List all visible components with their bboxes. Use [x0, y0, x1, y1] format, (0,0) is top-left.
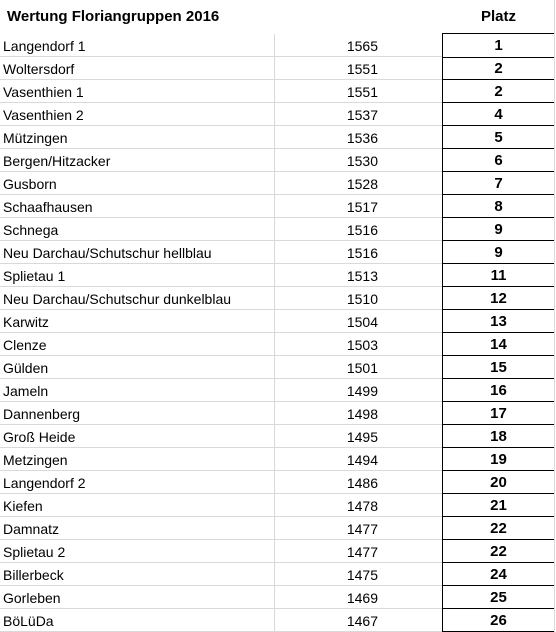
rank-value: 5 [494, 129, 503, 146]
rank-value: 17 [490, 405, 507, 422]
rank-value: 11 [490, 267, 507, 284]
rank-cell[interactable] [442, 126, 555, 149]
points-value: 1528 [346, 176, 378, 192]
points-cell[interactable] [275, 80, 442, 103]
points-value: 1530 [346, 153, 378, 169]
points-value: 1536 [346, 130, 378, 146]
points-value: 1516 [346, 245, 378, 261]
points-cell[interactable] [275, 517, 442, 540]
team-name-cell[interactable] [0, 356, 275, 379]
team-name-cell[interactable] [0, 195, 275, 218]
table-row [0, 356, 556, 379]
rank-cell[interactable] [442, 149, 555, 172]
rank-cell[interactable] [442, 333, 555, 356]
team-name: Vasenthien 2 [3, 107, 84, 123]
team-name-cell[interactable] [0, 172, 275, 195]
points-cell[interactable] [275, 609, 442, 632]
rank-cell[interactable] [442, 448, 555, 471]
team-name: Vasenthien 1 [3, 84, 84, 100]
team-name-cell[interactable] [0, 149, 275, 172]
points-value: 1475 [346, 567, 378, 583]
points-value: 1467 [346, 613, 378, 629]
team-name: Kiefen [3, 498, 43, 514]
team-name: Metzingen [3, 452, 68, 468]
rank-cell[interactable] [442, 402, 555, 425]
rank-cell[interactable] [442, 287, 555, 310]
points-value: 1513 [346, 268, 378, 284]
team-name: Gorleben [3, 590, 61, 606]
team-name: Schaafhausen [3, 199, 93, 215]
rank-value: 24 [490, 566, 507, 583]
points-value: 1517 [346, 199, 378, 215]
points-cell[interactable] [275, 149, 442, 172]
points-value: 1478 [346, 498, 378, 514]
rank-cell[interactable] [442, 494, 555, 517]
rank-value: 4 [494, 106, 503, 123]
team-name-cell[interactable] [0, 402, 275, 425]
team-name: Neu Darchau/Schutschur dunkelblau [3, 291, 232, 307]
table-row [0, 218, 556, 241]
team-name-cell[interactable] [0, 333, 275, 356]
team-name: Groß Heide [3, 429, 76, 445]
points-value: 1469 [346, 590, 378, 606]
rank-column-header[interactable]: Platz [480, 8, 516, 25]
points-cell[interactable] [275, 494, 442, 517]
points-value: 1477 [346, 544, 378, 560]
team-name: Damnatz [3, 521, 60, 537]
points-value: 1565 [346, 38, 378, 54]
team-name-cell[interactable] [0, 494, 275, 517]
rank-value: 20 [490, 474, 507, 491]
points-value: 1494 [346, 452, 378, 468]
rank-cell[interactable] [442, 241, 555, 264]
points-value: 1486 [346, 475, 378, 491]
table-row [0, 425, 556, 448]
rank-value: 9 [494, 221, 503, 238]
team-name-cell[interactable] [0, 57, 275, 80]
team-name: Karwitz [3, 314, 49, 330]
points-value: 1551 [346, 84, 378, 100]
table-row [0, 103, 556, 126]
rank-cell[interactable] [442, 80, 555, 103]
table-row [0, 402, 556, 425]
points-value: 1503 [346, 337, 378, 353]
rank-value: 7 [494, 175, 503, 192]
rank-cell[interactable] [442, 356, 555, 379]
rank-value: 22 [490, 543, 507, 560]
team-name-cell[interactable] [0, 517, 275, 540]
rank-value: 6 [494, 152, 503, 169]
team-name: Mützingen [3, 130, 68, 146]
rank-value: 13 [490, 313, 507, 330]
table-row [0, 540, 556, 563]
rank-value: 21 [490, 497, 507, 514]
team-name: Woltersdorf [3, 61, 75, 77]
table-row [0, 80, 556, 103]
team-name: Billerbeck [3, 567, 64, 583]
rank-cell[interactable] [442, 563, 555, 586]
points-value: 1501 [346, 360, 378, 376]
team-name: Bergen/Hitzacker [3, 153, 111, 169]
rank-cell[interactable] [442, 517, 555, 540]
team-name-cell[interactable] [0, 103, 275, 126]
points-cell[interactable] [275, 333, 442, 356]
team-name: Clenze [3, 337, 47, 353]
table-row [0, 333, 556, 356]
column-divider [554, 0, 555, 632]
rank-cell[interactable] [442, 310, 555, 333]
team-name: Splietau 1 [3, 268, 66, 284]
points-cell[interactable] [275, 126, 442, 149]
team-name: Langendorf 2 [3, 475, 86, 491]
table-row [0, 264, 556, 287]
points-cell[interactable] [275, 425, 442, 448]
points-cell[interactable] [275, 379, 442, 402]
points-value: 1510 [346, 291, 378, 307]
rank-cell[interactable] [442, 172, 555, 195]
team-name-cell[interactable] [0, 586, 275, 609]
points-cell[interactable] [275, 172, 442, 195]
table-row [0, 34, 556, 57]
table-row [0, 448, 556, 471]
points-cell[interactable] [275, 586, 442, 609]
header-row [0, 0, 556, 34]
team-name: Neu Darchau/Schutschur hellblau [3, 245, 212, 261]
table-row [0, 195, 556, 218]
points-value: 1499 [346, 383, 378, 399]
points-value: 1516 [346, 222, 378, 238]
team-name-cell[interactable] [0, 563, 275, 586]
table-row [0, 172, 556, 195]
table-row [0, 494, 556, 517]
points-value: 1504 [346, 314, 378, 330]
table-row [0, 471, 556, 494]
team-name-cell[interactable] [0, 448, 275, 471]
rank-cell[interactable] [442, 586, 555, 609]
points-cell[interactable] [275, 402, 442, 425]
rank-value: 8 [494, 198, 503, 215]
results-table [0, 34, 556, 632]
points-cell[interactable] [275, 540, 442, 563]
rank-cell[interactable] [442, 540, 555, 563]
points-cell[interactable] [275, 34, 442, 57]
points-value: 1537 [346, 107, 378, 123]
table-row [0, 149, 556, 172]
table-row [0, 517, 556, 540]
table-row [0, 563, 556, 586]
rank-value: 18 [490, 428, 507, 445]
rank-cell[interactable] [442, 57, 555, 80]
rank-value: 15 [490, 359, 507, 376]
rank-value: 9 [494, 244, 503, 261]
points-value: 1495 [346, 429, 378, 445]
points-cell[interactable] [275, 356, 442, 379]
table-row [0, 57, 556, 80]
rank-cell[interactable] [442, 264, 555, 287]
rank-value: 14 [490, 336, 507, 353]
team-name-cell[interactable] [0, 540, 275, 563]
team-name-cell[interactable] [0, 287, 275, 310]
team-name-cell[interactable] [0, 609, 275, 632]
points-cell[interactable] [275, 241, 442, 264]
points-cell[interactable] [275, 103, 442, 126]
table-row [0, 379, 556, 402]
rank-value: 22 [490, 520, 507, 537]
points-cell[interactable] [275, 57, 442, 80]
table-row [0, 126, 556, 149]
team-name-cell[interactable] [0, 218, 275, 241]
rank-cell[interactable] [442, 471, 555, 494]
points-cell[interactable] [275, 563, 442, 586]
rank-cell[interactable] [442, 103, 555, 126]
team-name: BöLüDa [3, 613, 54, 629]
points-cell[interactable] [275, 287, 442, 310]
points-value: 1477 [346, 521, 378, 537]
rank-value: 19 [490, 451, 507, 468]
team-name-cell[interactable] [0, 126, 275, 149]
points-cell[interactable] [275, 471, 442, 494]
team-name-cell[interactable] [0, 34, 275, 57]
table-row [0, 241, 556, 264]
points-value: 1498 [346, 406, 378, 422]
points-cell[interactable] [275, 310, 442, 333]
team-name: Gülden [3, 360, 49, 376]
team-name: Jameln [3, 383, 49, 399]
rank-cell[interactable] [442, 609, 555, 632]
team-name-cell[interactable] [0, 241, 275, 264]
points-cell[interactable] [275, 448, 442, 471]
table-row [0, 287, 556, 310]
sheet-title[interactable]: Wertung Floriangruppen 2016 [7, 8, 220, 25]
team-name-cell[interactable] [0, 471, 275, 494]
rank-value: 2 [494, 83, 503, 100]
team-name: Dannenberg [3, 406, 81, 422]
rank-cell[interactable] [442, 425, 555, 448]
team-name-cell[interactable] [0, 379, 275, 402]
team-name-cell[interactable] [0, 310, 275, 333]
rank-value: 2 [494, 60, 503, 77]
team-name: Splietau 2 [3, 544, 66, 560]
rank-value: 26 [490, 612, 507, 629]
rank-cell[interactable] [442, 218, 555, 241]
rank-cell[interactable] [442, 195, 555, 218]
rank-value: 25 [490, 589, 507, 606]
table-row [0, 586, 556, 609]
points-cell[interactable] [275, 218, 442, 241]
points-value: 1551 [346, 61, 378, 77]
rank-cell[interactable] [442, 379, 555, 402]
table-row [0, 310, 556, 333]
team-name-cell[interactable] [0, 425, 275, 448]
rank-cell[interactable] [442, 33, 555, 58]
team-name: Gusborn [3, 176, 57, 192]
team-name-cell[interactable] [0, 80, 275, 103]
team-name: Schnega [3, 222, 59, 238]
table-row [0, 609, 556, 632]
rank-value: 12 [490, 290, 507, 307]
team-name-cell[interactable] [0, 264, 275, 287]
points-cell[interactable] [275, 195, 442, 218]
points-cell[interactable] [275, 264, 442, 287]
rank-value: 16 [490, 382, 507, 399]
team-name: Langendorf 1 [3, 38, 86, 54]
rank-value: 1 [494, 37, 503, 54]
